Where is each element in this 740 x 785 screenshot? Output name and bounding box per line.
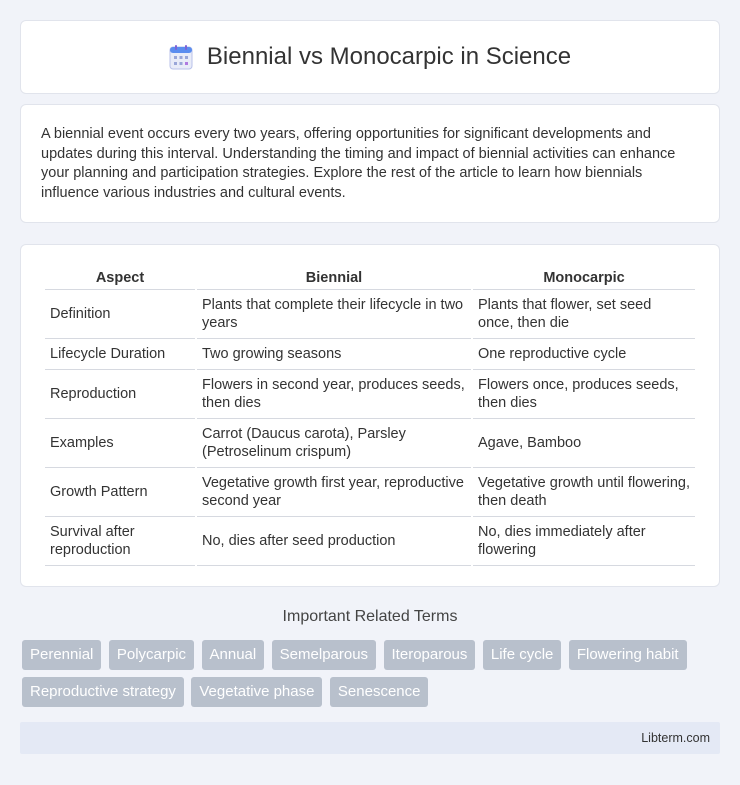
cell-biennial: Two growing seasons [197, 339, 471, 370]
tag-flowering-habit[interactable]: Flowering habit [569, 640, 687, 670]
cell-biennial: Flowers in second year, produces seeds, then dies [197, 370, 471, 419]
cell-biennial: No, dies after seed production [197, 517, 471, 566]
table-header-row [45, 265, 695, 290]
page-header [20, 20, 720, 94]
calendar-icon [169, 44, 193, 70]
cell-aspect: Growth Pattern [45, 468, 195, 517]
table-row [45, 290, 695, 339]
cell-aspect: Reproduction [45, 370, 195, 419]
intro-text: A biennial event occurs every two years, offering opportunities for significant developments and updates during this interval. Understanding the timing and impact of biennial activities can enhance your planning and participation strategies. Explore the rest of the article to learn how biennials influence various industries and cultural events. [41, 126, 676, 201]
footer [20, 722, 720, 754]
cell-aspect: Lifecycle Duration [45, 339, 195, 370]
table-row [45, 370, 695, 419]
footer-site-link[interactable]: Libterm.com [641, 731, 710, 745]
header-monocarpic: Monocarpic [473, 265, 695, 290]
tag-iteroparous[interactable]: Iteroparous [384, 640, 476, 670]
tag-reproductive-strategy[interactable]: Reproductive strategy [22, 677, 184, 707]
tag-senescence[interactable]: Senescence [330, 677, 429, 707]
cell-monocarpic: Plants that flower, set seed once, then die [473, 290, 695, 339]
tag-annual[interactable]: Annual [202, 640, 265, 670]
intro-card [20, 104, 720, 223]
tag-life-cycle[interactable]: Life cycle [483, 640, 562, 670]
header-biennial: Biennial [197, 265, 471, 290]
comparison-card [20, 244, 720, 587]
comparison-table [43, 265, 697, 566]
table-row [45, 339, 695, 370]
cell-biennial: Plants that complete their lifecycle in two years [197, 290, 471, 339]
cell-aspect: Definition [45, 290, 195, 339]
cell-monocarpic: Flowers once, produces seeds, then dies [473, 370, 695, 419]
header-aspect: Aspect [45, 265, 195, 290]
cell-biennial: Vegetative growth first year, reproductive second year [197, 468, 471, 517]
tag-vegetative-phase[interactable]: Vegetative phase [191, 677, 322, 707]
tag-perennial[interactable]: Perennial [22, 640, 101, 670]
table-row [45, 419, 695, 468]
table-row [45, 468, 695, 517]
table-row [45, 517, 695, 566]
cell-monocarpic: No, dies immediately after flowering [473, 517, 695, 566]
related-terms-list [22, 640, 722, 714]
tag-polycarpic[interactable]: Polycarpic [109, 640, 194, 670]
cell-monocarpic: One reproductive cycle [473, 339, 695, 370]
cell-biennial: Carrot (Daucus carota), Parsley (Petroselinum crispum) [197, 419, 471, 468]
page-title: Biennial vs Monocarpic in Science [206, 43, 572, 70]
cell-aspect: Survival after reproduction [45, 517, 195, 566]
tag-semelparous[interactable]: Semelparous [272, 640, 376, 670]
cell-monocarpic: Vegetative growth until flowering, then death [473, 468, 695, 517]
related-terms-title: Important Related Terms [282, 608, 458, 625]
cell-monocarpic: Agave, Bamboo [473, 419, 695, 468]
cell-aspect: Examples [45, 419, 195, 468]
